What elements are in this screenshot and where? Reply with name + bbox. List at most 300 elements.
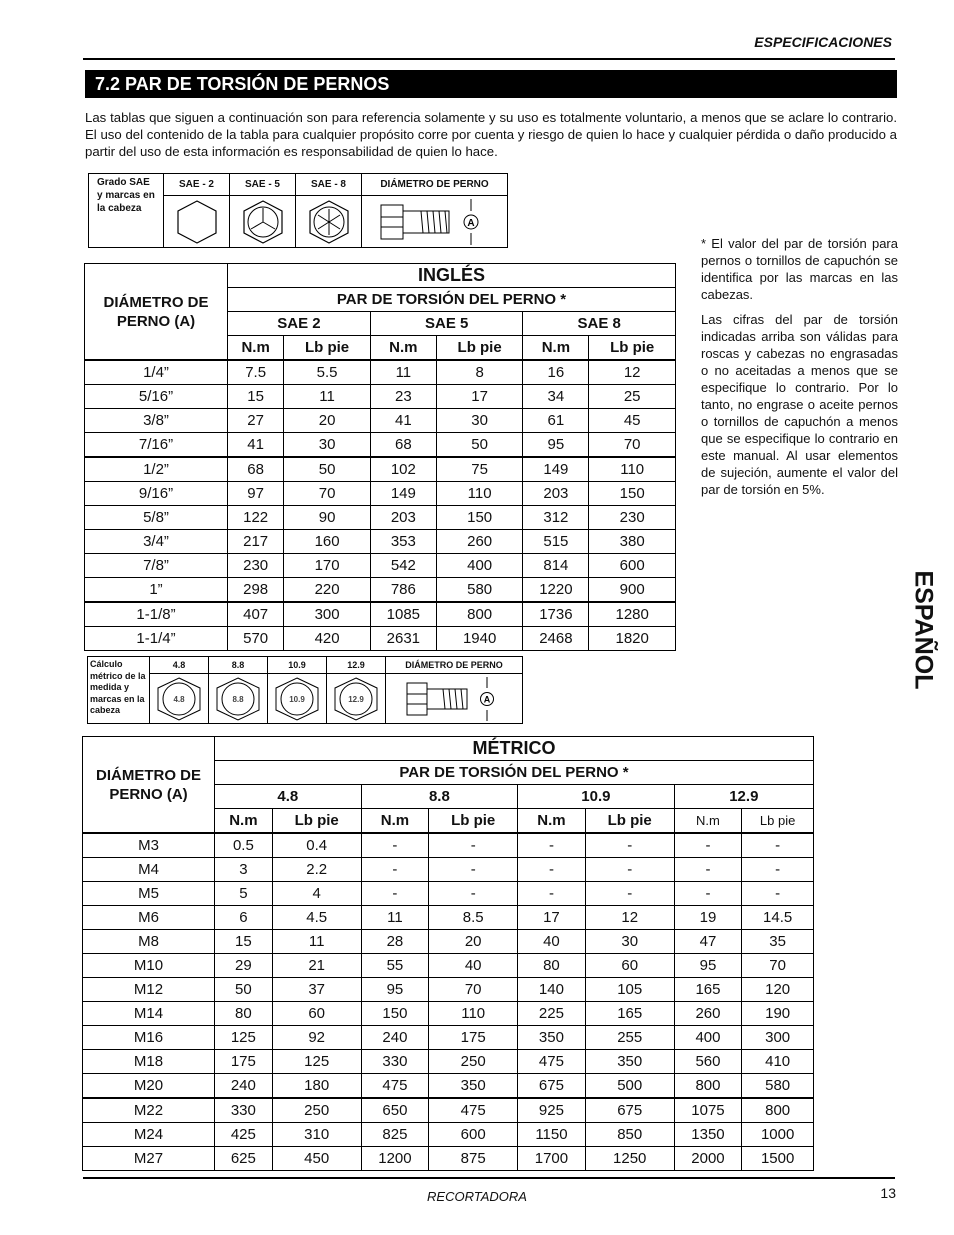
torque-value-cell: 2468 — [523, 627, 589, 651]
torque-value-cell: 68 — [228, 457, 284, 482]
torque-value-cell: 1350 — [674, 1123, 742, 1147]
diameter-header: DIÁMETRO DE PERNO (A) — [83, 737, 215, 834]
torque-value-cell: 542 — [370, 554, 436, 578]
torque-value-cell: 2.2 — [272, 858, 361, 882]
torque-value-cell: - — [674, 833, 742, 858]
bolt-size-cell: M4 — [83, 858, 215, 882]
torque-value-cell: 310 — [272, 1123, 361, 1147]
table-row — [83, 858, 814, 882]
table-row — [83, 1074, 814, 1099]
hex-head-10-9-icon — [268, 674, 327, 724]
system-header: INGLÉS — [228, 264, 676, 288]
grade-header: SAE 2 — [228, 312, 371, 336]
torque-value-cell: 47 — [674, 930, 742, 954]
hex-head-6-marks-icon — [296, 196, 362, 248]
torque-value-cell: 11 — [284, 385, 371, 409]
hex-head-4-8-icon — [150, 674, 209, 724]
torque-value-cell: 475 — [429, 1098, 518, 1123]
table-row — [83, 954, 814, 978]
table-row — [85, 578, 676, 603]
torque-value-cell: - — [585, 882, 674, 906]
torque-value-cell: 1736 — [523, 602, 589, 627]
torque-value-cell: 34 — [523, 385, 589, 409]
torque-value-cell: - — [518, 858, 586, 882]
table-row — [85, 627, 676, 651]
torque-value-cell: 70 — [742, 954, 814, 978]
torque-value-cell: - — [585, 858, 674, 882]
unit-header: Lb pie — [284, 336, 371, 361]
torque-value-cell: 300 — [284, 602, 371, 627]
torque-value-cell: 40 — [429, 954, 518, 978]
unit-header: Lb pie — [272, 809, 361, 834]
torque-value-cell: 41 — [370, 409, 436, 433]
torque-value-cell: 175 — [215, 1050, 273, 1074]
torque-value-cell: 203 — [370, 506, 436, 530]
torque-value-cell: 400 — [674, 1026, 742, 1050]
torque-value-cell: 29 — [215, 954, 273, 978]
diameter-marker: A — [466, 217, 475, 229]
bolt-size-cell: 1-1/4” — [85, 627, 228, 651]
torque-value-cell: 300 — [742, 1026, 814, 1050]
bolt-size-cell: 1/2” — [85, 457, 228, 482]
unit-header: N.m — [370, 336, 436, 361]
metric-grade-col: 12.9 — [327, 657, 386, 674]
header-rule — [83, 58, 895, 60]
table-row — [85, 482, 676, 506]
metric-grade-col: 8.8 — [209, 657, 268, 674]
torque-value-cell: 28 — [361, 930, 429, 954]
unit-header: N.m — [361, 809, 429, 834]
torque-value-cell: 1075 — [674, 1098, 742, 1123]
torque-value-cell: 60 — [272, 1002, 361, 1026]
torque-value-cell: - — [429, 833, 518, 858]
torque-value-cell: 330 — [361, 1050, 429, 1074]
torque-value-cell: 50 — [215, 978, 273, 1002]
bolt-size-cell: M24 — [83, 1123, 215, 1147]
torque-value-cell: 17 — [436, 385, 523, 409]
torque-value-cell: 149 — [370, 482, 436, 506]
table-row — [85, 385, 676, 409]
torque-value-cell: 11 — [361, 906, 429, 930]
torque-value-cell: 120 — [742, 978, 814, 1002]
torque-value-cell: 850 — [585, 1123, 674, 1147]
torque-value-cell: 50 — [436, 433, 523, 458]
torque-value-cell: 260 — [436, 530, 523, 554]
torque-value-cell: 240 — [361, 1026, 429, 1050]
torque-value-cell: 1940 — [436, 627, 523, 651]
torque-value-cell: 6 — [215, 906, 273, 930]
torque-value-cell: 203 — [523, 482, 589, 506]
table-row — [83, 1002, 814, 1026]
torque-value-cell: - — [429, 882, 518, 906]
torque-value-cell: 217 — [228, 530, 284, 554]
torque-value-cell: 41 — [228, 433, 284, 458]
section-title: 7.2 PAR DE TORSIÓN DE PERNOS — [85, 70, 897, 98]
sae-grade-col: SAE - 8 — [296, 174, 362, 196]
torque-value-cell: 95 — [523, 433, 589, 458]
torque-value-cell: 650 — [361, 1098, 429, 1123]
torque-value-cell: 800 — [674, 1074, 742, 1099]
table-row — [83, 1050, 814, 1074]
torque-value-cell: 55 — [361, 954, 429, 978]
head-mark: 8.8 — [232, 694, 244, 704]
bolt-size-cell: M3 — [83, 833, 215, 858]
torque-value-cell: 97 — [228, 482, 284, 506]
torque-value-cell: - — [361, 882, 429, 906]
unit-header: Lb pie — [742, 809, 814, 834]
grade-header: SAE 8 — [523, 312, 676, 336]
torque-value-cell: 2000 — [674, 1147, 742, 1171]
torque-value-cell: 35 — [742, 930, 814, 954]
head-mark: 12.9 — [348, 694, 364, 704]
unit-header: Lb pie — [589, 336, 676, 361]
table-row — [85, 506, 676, 530]
torque-value-cell: 14.5 — [742, 906, 814, 930]
torque-value-cell: 92 — [272, 1026, 361, 1050]
bolt-size-cell: M8 — [83, 930, 215, 954]
torque-value-cell: - — [742, 882, 814, 906]
torque-value-cell: 25 — [589, 385, 676, 409]
torque-value-cell: 250 — [272, 1098, 361, 1123]
torque-value-cell: 475 — [361, 1074, 429, 1099]
torque-value-cell: 580 — [436, 578, 523, 603]
bolt-size-cell: 3/8” — [85, 409, 228, 433]
unit-header: N.m — [215, 809, 273, 834]
torque-value-cell: 312 — [523, 506, 589, 530]
torque-value-cell: 7.5 — [228, 360, 284, 385]
torque-value-cell: 165 — [674, 978, 742, 1002]
table-row — [85, 360, 676, 385]
torque-value-cell: 68 — [370, 433, 436, 458]
sae-grade-table — [88, 173, 508, 248]
torque-value-cell: 15 — [228, 385, 284, 409]
bolt-size-cell: 1-1/8” — [85, 602, 228, 627]
bolt-diameter-icon — [386, 674, 523, 724]
torque-value-cell: - — [361, 858, 429, 882]
torque-value-cell: 140 — [518, 978, 586, 1002]
torque-value-cell: 125 — [215, 1026, 273, 1050]
torque-value-cell: 50 — [284, 457, 371, 482]
torque-value-cell: 800 — [742, 1098, 814, 1123]
torque-value-cell: 40 — [518, 930, 586, 954]
torque-value-cell: 675 — [518, 1074, 586, 1099]
torque-value-cell: 12 — [585, 906, 674, 930]
metric-grade-col: 10.9 — [268, 657, 327, 674]
torque-value-cell: 570 — [228, 627, 284, 651]
grade-header: 12.9 — [674, 785, 813, 809]
unit-header: Lb pie — [429, 809, 518, 834]
torque-value-cell: 1085 — [370, 602, 436, 627]
torque-value-cell: 5 — [215, 882, 273, 906]
torque-value-cell: 400 — [436, 554, 523, 578]
bolt-size-cell: M6 — [83, 906, 215, 930]
unit-header: N.m — [228, 336, 284, 361]
torque-value-cell: 180 — [272, 1074, 361, 1099]
torque-value-cell: 625 — [215, 1147, 273, 1171]
torque-value-cell: 150 — [361, 1002, 429, 1026]
torque-header: PAR DE TORSIÓN DEL PERNO * — [228, 288, 676, 312]
torque-value-cell: - — [742, 858, 814, 882]
torque-value-cell: 17 — [518, 906, 586, 930]
torque-value-cell: 425 — [215, 1123, 273, 1147]
torque-value-cell: 675 — [585, 1098, 674, 1123]
torque-header: PAR DE TORSIÓN DEL PERNO * — [215, 761, 814, 785]
torque-value-cell: 160 — [284, 530, 371, 554]
torque-value-cell: 12 — [589, 360, 676, 385]
torque-value-cell: 500 — [585, 1074, 674, 1099]
bolt-size-cell: M5 — [83, 882, 215, 906]
unit-header: N.m — [518, 809, 586, 834]
footer-rule — [83, 1177, 895, 1179]
torque-value-cell: 5.5 — [284, 360, 371, 385]
torque-value-cell: 1500 — [742, 1147, 814, 1171]
torque-value-cell: - — [674, 858, 742, 882]
torque-value-cell: - — [518, 882, 586, 906]
torque-value-cell: 1000 — [742, 1123, 814, 1147]
torque-value-cell: 20 — [284, 409, 371, 433]
bolt-size-cell: 5/8” — [85, 506, 228, 530]
torque-value-cell: 30 — [436, 409, 523, 433]
hex-head-plain-icon — [164, 196, 230, 248]
torque-value-cell: 350 — [585, 1050, 674, 1074]
torque-value-cell: 515 — [523, 530, 589, 554]
torque-value-cell: 45 — [589, 409, 676, 433]
table-row — [85, 457, 676, 482]
unit-header: N.m — [523, 336, 589, 361]
hex-head-12-9-icon — [327, 674, 386, 724]
torque-value-cell: 8.5 — [429, 906, 518, 930]
torque-value-cell: 110 — [436, 482, 523, 506]
torque-value-cell: 70 — [429, 978, 518, 1002]
torque-value-cell: 20 — [429, 930, 518, 954]
torque-value-cell: 175 — [429, 1026, 518, 1050]
sae-grade-col: DIÁMETRO DE PERNO — [362, 174, 508, 196]
torque-value-cell: 4 — [272, 882, 361, 906]
torque-value-cell: 240 — [215, 1074, 273, 1099]
bolt-size-cell: M18 — [83, 1050, 215, 1074]
header-title: ESPECIFICACIONES — [754, 34, 892, 50]
grade-header: 10.9 — [518, 785, 675, 809]
diameter-marker: A — [483, 694, 491, 704]
table-row — [85, 433, 676, 458]
torque-value-cell: 80 — [518, 954, 586, 978]
torque-value-cell: 786 — [370, 578, 436, 603]
bolt-size-cell: M20 — [83, 1074, 215, 1099]
torque-value-cell: 80 — [215, 1002, 273, 1026]
torque-value-cell: 90 — [284, 506, 371, 530]
torque-value-cell: 11 — [370, 360, 436, 385]
torque-value-cell: 925 — [518, 1098, 586, 1123]
torque-value-cell: 350 — [518, 1026, 586, 1050]
torque-value-cell: 1820 — [589, 627, 676, 651]
torque-value-cell: 21 — [272, 954, 361, 978]
bolt-size-cell: 3/4” — [85, 530, 228, 554]
torque-value-cell: 75 — [436, 457, 523, 482]
torque-note — [701, 235, 898, 506]
bolt-size-cell: M16 — [83, 1026, 215, 1050]
bolt-size-cell: 7/16” — [85, 433, 228, 458]
bolt-size-cell: 5/16” — [85, 385, 228, 409]
torque-value-cell: 420 — [284, 627, 371, 651]
bolt-size-cell: M27 — [83, 1147, 215, 1171]
hex-head-3-marks-icon — [230, 196, 296, 248]
table-row — [83, 930, 814, 954]
table-row — [83, 978, 814, 1002]
table-row — [83, 1026, 814, 1050]
torque-value-cell: - — [429, 858, 518, 882]
torque-value-cell: 900 — [589, 578, 676, 603]
table-row — [83, 882, 814, 906]
sae-grade-col: SAE - 2 — [164, 174, 230, 196]
torque-value-cell: 350 — [429, 1074, 518, 1099]
table-row — [83, 906, 814, 930]
torque-value-cell: 8 — [436, 360, 523, 385]
torque-value-cell: 30 — [284, 433, 371, 458]
bolt-size-cell: 1/4” — [85, 360, 228, 385]
torque-value-cell: 70 — [589, 433, 676, 458]
torque-value-cell: 165 — [585, 1002, 674, 1026]
torque-value-cell: 220 — [284, 578, 371, 603]
torque-value-cell: 380 — [589, 530, 676, 554]
torque-value-cell: 475 — [518, 1050, 586, 1074]
hex-head-8-8-icon — [209, 674, 268, 724]
torque-value-cell: 105 — [585, 978, 674, 1002]
torque-value-cell: 1700 — [518, 1147, 586, 1171]
bolt-size-cell: M10 — [83, 954, 215, 978]
torque-value-cell: 27 — [228, 409, 284, 433]
torque-value-cell: 330 — [215, 1098, 273, 1123]
torque-value-cell: 255 — [585, 1026, 674, 1050]
bolt-size-cell: 9/16” — [85, 482, 228, 506]
torque-value-cell: 190 — [742, 1002, 814, 1026]
metric-grade-table — [87, 656, 523, 724]
torque-value-cell: 37 — [272, 978, 361, 1002]
table-row — [85, 602, 676, 627]
torque-value-cell: 122 — [228, 506, 284, 530]
torque-value-cell: 15 — [215, 930, 273, 954]
torque-value-cell: 230 — [228, 554, 284, 578]
metric-grade-label: Cálculo métrico de la medida y marcas en la cabeza — [88, 657, 150, 724]
head-mark: 4.8 — [173, 694, 185, 704]
bolt-size-cell: M22 — [83, 1098, 215, 1123]
grade-header: SAE 5 — [370, 312, 523, 336]
table-row — [83, 1147, 814, 1171]
bolt-diameter-icon — [362, 196, 508, 248]
torque-value-cell: 1150 — [518, 1123, 586, 1147]
bolt-size-cell: 1” — [85, 578, 228, 603]
unit-header: Lb pie — [585, 809, 674, 834]
table-row — [85, 530, 676, 554]
bolt-size-cell: 7/8” — [85, 554, 228, 578]
sae-grade-col: SAE - 5 — [230, 174, 296, 196]
torque-value-cell: 875 — [429, 1147, 518, 1171]
torque-value-cell: 353 — [370, 530, 436, 554]
torque-value-cell: 125 — [272, 1050, 361, 1074]
torque-value-cell: - — [585, 833, 674, 858]
torque-value-cell: 110 — [429, 1002, 518, 1026]
torque-value-cell: 102 — [370, 457, 436, 482]
torque-value-cell: 150 — [436, 506, 523, 530]
torque-value-cell: - — [518, 833, 586, 858]
torque-value-cell: 16 — [523, 360, 589, 385]
torque-value-cell: 600 — [429, 1123, 518, 1147]
torque-value-cell: 410 — [742, 1050, 814, 1074]
footer-title: RECORTADORA — [427, 1189, 527, 1204]
torque-value-cell: - — [742, 833, 814, 858]
torque-value-cell: 450 — [272, 1147, 361, 1171]
note-paragraph: Las cifras del par de torsión indicadas arriba son válidas para roscas y cabezas no engrasadas o no aceitadas a menos que se especifique lo contrario. Por lo tanto, no engrase o aceite pernos o tornillos de capuchón a menos que se especifique lo contrario en este manual. Al usar elementos de sujeción, aumente el valor del par de torsión en 5%. — [701, 312, 898, 497]
unit-header: N.m — [674, 809, 742, 834]
torque-value-cell: 800 — [436, 602, 523, 627]
torque-value-cell: 1280 — [589, 602, 676, 627]
torque-value-cell: 170 — [284, 554, 371, 578]
torque-value-cell: 150 — [589, 482, 676, 506]
table-row — [85, 554, 676, 578]
note-paragraph: * El valor del par de torsión para pernos o tornillos de capuchón se identifica por las marcas en las cabezas. — [701, 236, 898, 302]
table-row — [83, 1123, 814, 1147]
torque-value-cell: 580 — [742, 1074, 814, 1099]
table-row — [83, 833, 814, 858]
torque-value-cell: 149 — [523, 457, 589, 482]
metric-grade-col: 4.8 — [150, 657, 209, 674]
torque-value-cell: 60 — [585, 954, 674, 978]
intro-paragraph: Las tablas que siguen a continuación son para referencia solamente y su uso es totalmente voluntario, a menos que se aclare lo contrario. El uso del contenido de la tabla para cualquier propósito corre por cuenta y riesgo de quien lo hace y cualquier pérdida o daño producido a partir del uso de esta información es responsabilidad de quien lo hace. — [85, 110, 897, 159]
torque-value-cell: - — [361, 833, 429, 858]
page-number: 13 — [880, 1185, 896, 1201]
bolt-size-cell: M14 — [83, 1002, 215, 1026]
torque-value-cell: 11 — [272, 930, 361, 954]
torque-value-cell: 23 — [370, 385, 436, 409]
torque-value-cell: 0.5 — [215, 833, 273, 858]
torque-value-cell: 407 — [228, 602, 284, 627]
torque-value-cell: 260 — [674, 1002, 742, 1026]
torque-value-cell: 250 — [429, 1050, 518, 1074]
torque-value-cell: 814 — [523, 554, 589, 578]
torque-value-cell: 225 — [518, 1002, 586, 1026]
grade-header: 4.8 — [215, 785, 362, 809]
torque-value-cell: 4.5 — [272, 906, 361, 930]
english-torque-table — [84, 263, 676, 651]
torque-value-cell: 70 — [284, 482, 371, 506]
torque-value-cell: 19 — [674, 906, 742, 930]
torque-value-cell: 95 — [674, 954, 742, 978]
torque-value-cell: 0.4 — [272, 833, 361, 858]
language-side-tab: ESPAÑOL — [909, 570, 938, 690]
torque-value-cell: - — [674, 882, 742, 906]
unit-header: Lb pie — [436, 336, 523, 361]
system-header: MÉTRICO — [215, 737, 814, 761]
table-row — [83, 1098, 814, 1123]
torque-value-cell: 825 — [361, 1123, 429, 1147]
table-row — [85, 409, 676, 433]
head-mark: 10.9 — [289, 694, 305, 704]
torque-value-cell: 600 — [589, 554, 676, 578]
torque-value-cell: 61 — [523, 409, 589, 433]
torque-value-cell: 2631 — [370, 627, 436, 651]
metric-grade-col: DIÁMETRO DE PERNO — [386, 657, 523, 674]
torque-value-cell: 95 — [361, 978, 429, 1002]
torque-value-cell: 1220 — [523, 578, 589, 603]
torque-value-cell: 3 — [215, 858, 273, 882]
torque-value-cell: 30 — [585, 930, 674, 954]
metric-torque-table — [82, 736, 814, 1171]
bolt-size-cell: M12 — [83, 978, 215, 1002]
torque-value-cell: 1250 — [585, 1147, 674, 1171]
torque-value-cell: 230 — [589, 506, 676, 530]
grade-header: 8.8 — [361, 785, 518, 809]
diameter-header: DIÁMETRO DE PERNO (A) — [85, 264, 228, 361]
torque-value-cell: 298 — [228, 578, 284, 603]
